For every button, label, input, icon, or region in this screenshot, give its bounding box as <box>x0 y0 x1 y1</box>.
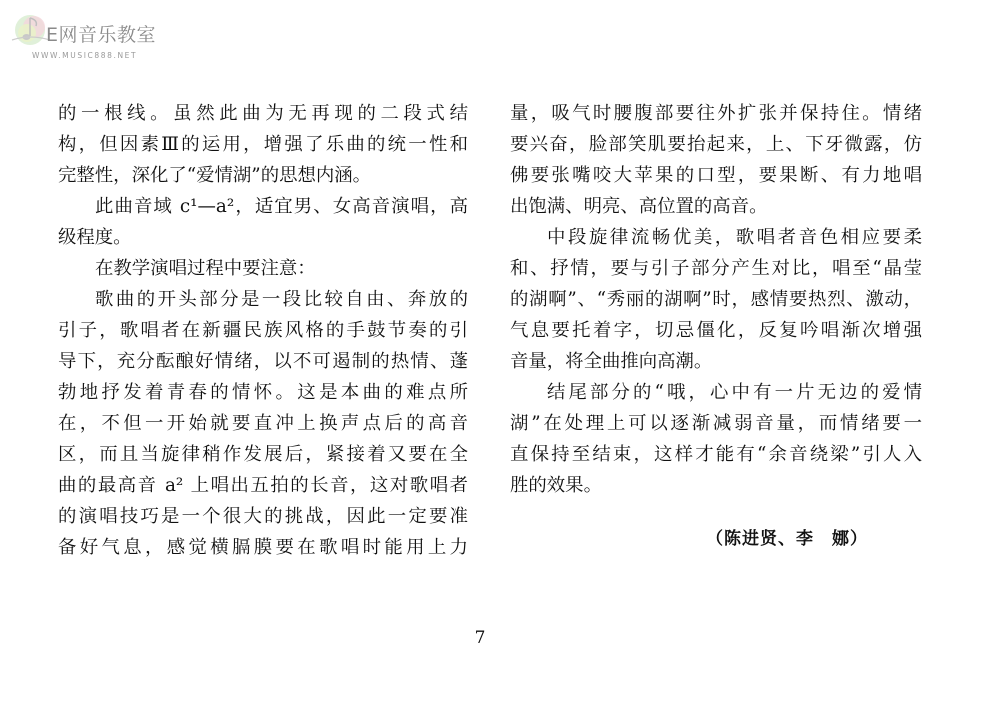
text-line: 的湖啊”、“秀丽的湖啊”时，感情要热烈、激动， <box>510 289 922 310</box>
text-line: 的一根线。虽然此曲为无再现的二段式结 <box>58 103 468 124</box>
author-signature: （陈进贤、李 娜） <box>706 529 868 549</box>
text-line: 量，吸气时腰腹部要往外扩张并保持住。情绪 <box>510 103 922 124</box>
text-line: 胜的效果。 <box>510 475 602 496</box>
text-line: 湖”在处理上可以逐渐减弱音量，而情绪要一 <box>510 413 922 434</box>
text-line: 区，而且当旋律稍作发展后，紧接着又要在全 <box>58 444 468 465</box>
text-line: 歌曲的开头部分是一段比较自由、奔放的 <box>95 289 468 310</box>
text-line: 中段旋律流畅优美，歌唱者音色相应要柔 <box>547 227 922 248</box>
site-watermark <box>6 8 176 70</box>
watermark-title: E网音乐教室 <box>46 24 157 46</box>
text-line: 出饱满、明亮、高位置的高音。 <box>510 196 768 217</box>
text-line: 级程度。 <box>58 227 132 248</box>
text-line: 备好气息，感觉横膈膜要在歌唱时能用上力 <box>58 537 468 558</box>
text-line: 勃地抒发着青春的情怀。这是本曲的难点所 <box>58 382 468 403</box>
text-line: 和、抒情，要与引子部分产生对比，唱至“晶莹 <box>510 258 922 279</box>
page-number: 7 <box>474 628 486 648</box>
text-line: 引子，歌唱者在新疆民族风格的手鼓节奏的引 <box>58 320 468 341</box>
text-line: 导下，充分酝酿好情绪，以不可遏制的热情、蓬 <box>58 351 468 372</box>
text-line: 气息要托着字，切忌僵化，反复吟唱渐次增强 <box>510 320 922 341</box>
text-line: 完整性，深化了“爱情湖”的思想内涵。 <box>58 165 372 186</box>
text-line: 的演唱技巧是一个很大的挑战，因此一定要准 <box>58 506 468 527</box>
text-line: 要兴奋，脸部笑肌要抬起来，上、下牙微露，仿 <box>510 134 922 155</box>
left-column <box>58 98 468 563</box>
text-line: 直保持至结束，这样才能有“余音绕梁”引人入 <box>510 444 922 465</box>
text-line: 此曲音域 c¹—a²，适宜男、女高音演唱，高 <box>95 196 468 217</box>
text-line: 曲的最高音 a² 上唱出五拍的长音，这对歌唱者 <box>58 475 468 496</box>
text-line: 佛要张嘴咬大苹果的口型，要果断、有力地唱 <box>510 165 922 186</box>
text-line: 在教学演唱过程中要注意： <box>95 258 316 279</box>
watermark-url: WWW.MUSIC888.NET <box>32 51 138 60</box>
text-line: 在，不但一开始就要直冲上换声点后的高音 <box>58 413 468 434</box>
text-line: 构，但因素Ⅲ的运用，增强了乐曲的统一性和 <box>58 134 468 155</box>
text-line: 结尾部分的“哦，心中有一片无边的爱情 <box>547 382 922 403</box>
right-column <box>510 98 922 501</box>
text-line: 音量，将全曲推向高潮。 <box>510 351 713 372</box>
